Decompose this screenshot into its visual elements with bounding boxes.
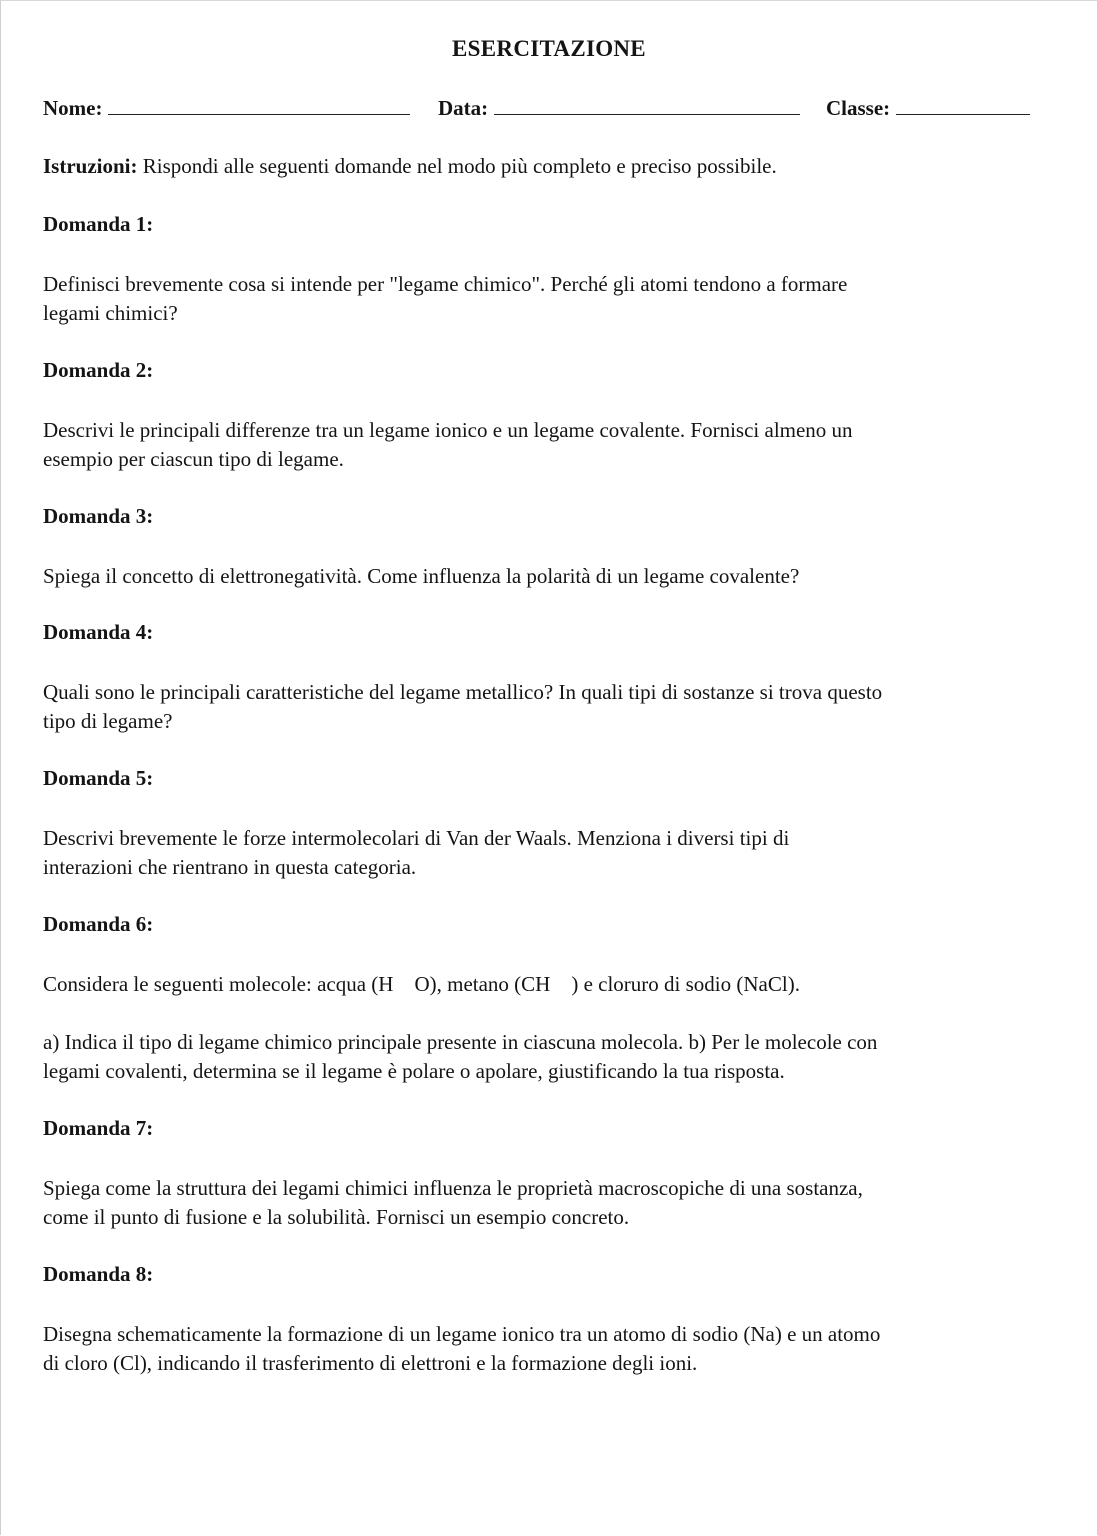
question-1-line-2: legami chimici?: [43, 301, 178, 325]
instructions: [43, 154, 777, 179]
question-6-subpart-line-1: a) Indica il tipo di legame chimico principale presente in ciascuna molecola. b) Per le molecole con: [43, 1030, 878, 1054]
question-6-heading: Domanda 6:: [43, 912, 154, 936]
question-6-subpart-line-2: legami covalenti, determina se il legame è polare o apolare, giustificando la tua risposta.: [43, 1059, 785, 1083]
question-5-line-2: interazioni che rientrano in questa categoria.: [43, 855, 417, 879]
question-7-line-1: Spiega come la struttura dei legami chimici influenza le proprietà macroscopiche di una sostanza,: [43, 1176, 863, 1200]
question-8-line-1: Disegna schematicamente la formazione di un legame ionico tra un atomo di sodio (Na) e un atomo: [43, 1322, 881, 1346]
date-label: Data:: [438, 96, 489, 120]
question-8-heading: Domanda 8:: [43, 1262, 154, 1286]
question-2-text: [43, 416, 1063, 474]
question-3-text: [43, 562, 1063, 591]
question-3-heading: Domanda 3:: [43, 504, 154, 528]
question-5-text: [43, 824, 1063, 882]
name-label: Nome:: [43, 96, 103, 120]
question-6-line-1: Considera le seguenti molecole: acqua (H O), metano (CH ) e cloruro di sodio (NaCl).: [43, 972, 800, 996]
question-2-line-1: Descrivi le principali differenze tra un legame ionico e un legame covalente. Fornisci almeno un: [43, 418, 853, 442]
instructions-text: Rispondi alle seguenti domande nel modo più completo e preciso possibile.: [137, 154, 777, 178]
worksheet-title: ESERCITAZIONE: [452, 36, 646, 61]
question-6-text: [43, 970, 1063, 999]
question-7-line-2: come il punto di fusione e la solubilità. Fornisci un esempio concreto.: [43, 1205, 630, 1229]
question-1-heading: Domanda 1:: [43, 212, 154, 236]
class-field: [826, 96, 1030, 121]
question-3-line-1: Spiega il concetto di elettronegatività. Come influenza la polarità di un legame covalente?: [43, 564, 800, 588]
class-label: Classe:: [826, 96, 891, 120]
question-6-subparts: [43, 1028, 1063, 1086]
date-field: [438, 96, 800, 121]
question-5-heading: Domanda 5:: [43, 766, 154, 790]
question-7-text: [43, 1174, 1063, 1232]
question-7-heading: Domanda 7:: [43, 1116, 154, 1140]
question-1-line-1: Definisci brevemente cosa si intende per "legame chimico". Perché gli atomi tendono a formare: [43, 272, 848, 296]
question-5-line-1: Descrivi brevemente le forze intermolecolari di Van der Waals. Menziona i diversi tipi di: [43, 826, 790, 850]
instructions-label: Istruzioni:: [43, 154, 138, 178]
question-2-heading: Domanda 2:: [43, 358, 154, 382]
question-4-line-2: tipo di legame?: [43, 709, 173, 733]
date-blank-line[interactable]: [494, 96, 800, 115]
class-blank-line[interactable]: [896, 96, 1030, 115]
question-2-line-2: esempio per ciascun tipo di legame.: [43, 447, 344, 471]
question-4-heading: Domanda 4:: [43, 620, 154, 644]
question-8-text: [43, 1320, 1063, 1378]
name-field: [43, 96, 410, 121]
question-4-line-1: Quali sono le principali caratteristiche del legame metallico? In quali tipi di sostanze si trova questo: [43, 680, 883, 704]
name-blank-line[interactable]: [108, 96, 410, 115]
question-8-line-2: di cloro (Cl), indicando il trasferimento di elettroni e la formazione degli ioni.: [43, 1351, 698, 1375]
question-4-text: [43, 678, 1063, 736]
question-1-text: [43, 270, 1063, 328]
